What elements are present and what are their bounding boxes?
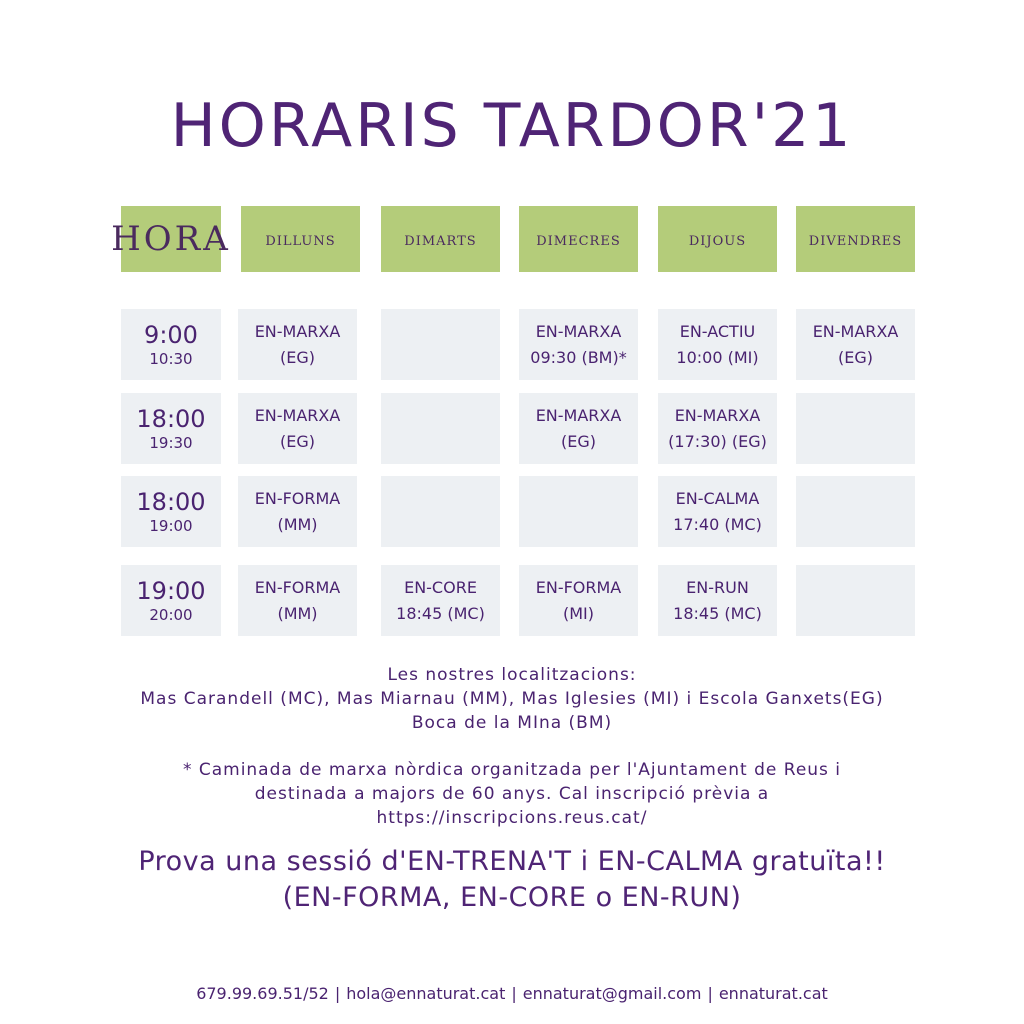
- time-slot: [121, 393, 221, 464]
- promo-headline: Prova una sessió d'EN-TRENA'T i EN-CALMA gratuïta!!: [138, 846, 886, 877]
- class-name: EN-MARXA: [535, 321, 622, 341]
- class-detail: 10:00 (MI): [676, 347, 759, 367]
- header-dimarts: dimarts: [381, 206, 500, 272]
- class-name: EN-MARXA: [812, 321, 899, 341]
- header-dimecres: dimecres: [519, 206, 638, 272]
- locations-list-extra: Boca de la MIna (BM): [411, 713, 613, 733]
- class-cell: [658, 476, 777, 547]
- empty-cell: [796, 565, 915, 636]
- class-name: EN-FORMA: [254, 577, 341, 597]
- note-line: destinada a majors de 60 anys. Cal inscripció prèvia a: [254, 784, 770, 804]
- time-start: 18:00: [136, 487, 206, 516]
- registration-link[interactable]: https://inscripcions.reus.cat/: [376, 808, 648, 828]
- class-cell: [381, 565, 500, 636]
- class-name: EN-MARXA: [254, 405, 341, 425]
- time-end: 20:00: [149, 605, 193, 624]
- time-slot: [121, 309, 221, 380]
- time-end: 19:30: [149, 433, 193, 452]
- empty-cell: [519, 476, 638, 547]
- locations-list: Mas Carandell (MC), Mas Miarnau (MM), Mas Iglesies (MI) i Escola Ganxets(EG): [140, 689, 884, 709]
- class-cell: [238, 393, 357, 464]
- locations-heading: Les nostres localitzacions:: [387, 665, 637, 685]
- time-slot: [121, 476, 221, 547]
- promo-subline: (EN-FORMA, EN-CORE o EN-RUN): [282, 882, 742, 913]
- class-name: EN-CORE: [404, 577, 477, 597]
- class-name: EN-RUN: [686, 577, 749, 597]
- class-cell: [519, 393, 638, 464]
- class-cell: [519, 565, 638, 636]
- promo-section: [0, 844, 1024, 916]
- class-name: EN-FORMA: [254, 488, 341, 508]
- class-cell: [238, 309, 357, 380]
- class-name: EN-MARXA: [674, 405, 761, 425]
- class-cell: [238, 565, 357, 636]
- class-detail: (EG): [280, 431, 315, 451]
- time-end: 10:30: [149, 349, 193, 368]
- email-link[interactable]: hola@ennaturat.cat: [346, 984, 506, 1003]
- class-detail: (MM): [277, 514, 318, 534]
- note-section: [0, 758, 1024, 830]
- class-detail: 17:40 (MC): [673, 514, 762, 534]
- website-link[interactable]: ennaturat.cat: [718, 984, 828, 1003]
- contact-footer: 679.99.69.51/52 | hola@ennaturat.cat | ennaturat@gmail.com | ennaturat.cat: [196, 984, 828, 1003]
- class-detail: (MI): [562, 603, 594, 623]
- class-name: EN-MARXA: [254, 321, 341, 341]
- locations-section: [0, 663, 1024, 735]
- class-detail: (17:30) (EG): [668, 431, 767, 451]
- class-detail: 09:30 (BM)*: [530, 347, 627, 367]
- time-start: 9:00: [144, 320, 198, 349]
- class-cell: [519, 309, 638, 380]
- class-cell: [658, 309, 777, 380]
- class-detail: (EG): [280, 347, 315, 367]
- header-dilluns: dilluns: [241, 206, 360, 272]
- empty-cell: [381, 393, 500, 464]
- time-end: 19:00: [149, 516, 193, 535]
- email-link[interactable]: ennaturat@gmail.com: [522, 984, 702, 1003]
- header-divendres: divendres: [796, 206, 915, 272]
- class-detail: (EG): [838, 347, 873, 367]
- class-cell: [238, 476, 357, 547]
- class-detail: 18:45 (MC): [396, 603, 485, 623]
- class-detail: (MM): [277, 603, 318, 623]
- header-hora: HORA: [121, 206, 221, 272]
- class-cell: [796, 309, 915, 380]
- empty-cell: [796, 393, 915, 464]
- empty-cell: [381, 476, 500, 547]
- class-detail: (EG): [561, 431, 596, 451]
- class-cell: [658, 393, 777, 464]
- header-dijous: dijous: [658, 206, 777, 272]
- class-name: EN-MARXA: [535, 405, 622, 425]
- time-start: 19:00: [136, 576, 206, 605]
- page-title: HORARIS TARDOR'21: [170, 91, 854, 161]
- note-line: * Caminada de marxa nòrdica organitzada per l'Ajuntament de Reus i: [182, 760, 842, 780]
- time-slot: [121, 565, 221, 636]
- class-detail: 18:45 (MC): [673, 603, 762, 623]
- class-cell: [658, 565, 777, 636]
- class-name: EN-CALMA: [675, 488, 760, 508]
- class-name: EN-FORMA: [535, 577, 622, 597]
- phone-number[interactable]: 679.99.69.51/52: [196, 984, 329, 1003]
- time-start: 18:00: [136, 404, 206, 433]
- class-name: EN-ACTIU: [679, 321, 756, 341]
- empty-cell: [381, 309, 500, 380]
- empty-cell: [796, 476, 915, 547]
